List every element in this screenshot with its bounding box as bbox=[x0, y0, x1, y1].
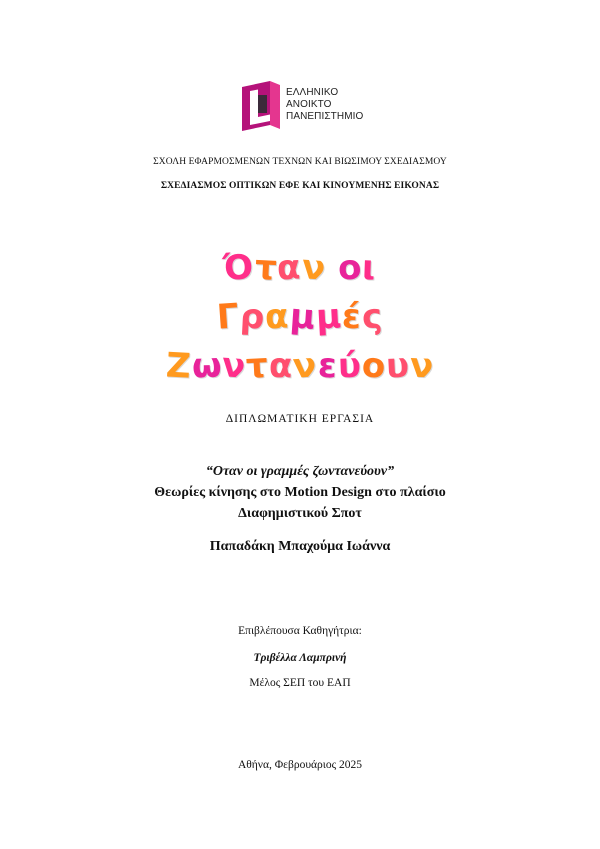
decorative-title-letter: υ bbox=[384, 345, 411, 387]
logo-line-3: ΠΑΝΕΠΙΣΤΗΜΙΟ bbox=[286, 111, 364, 122]
decorative-title-letter: ν bbox=[300, 247, 328, 289]
decorative-title-letter: ω bbox=[190, 345, 223, 387]
thesis-subtitle-line-1: Θεωρίες κίνησης στο Motion Design στο πλαίσιο bbox=[154, 485, 446, 500]
decorative-title-line-3 bbox=[0, 344, 600, 388]
decorative-title-letter: ν bbox=[220, 345, 248, 387]
decorative-title-letter: ο bbox=[360, 345, 388, 387]
program-name: ΣΧΕΔΙΑΣΜΟΣ ΟΠΤΙΚΩΝ ΕΦΕ ΚΑΙ ΚΙΝΟΥΜΕΝΗΣ ΕΙΚΟΝΑΣ bbox=[160, 181, 440, 191]
decorative-title-letter: Γ bbox=[215, 296, 242, 338]
decorative-title-letter: έ bbox=[340, 296, 363, 338]
supervisor-label: Επιβλέπουσα Καθηγήτρια: bbox=[238, 625, 362, 637]
decorative-title-letter: ν bbox=[409, 345, 435, 387]
university-logo bbox=[240, 81, 380, 133]
decorative-title-letter: ο bbox=[336, 247, 364, 289]
decorative-title-letter: ι bbox=[361, 247, 378, 289]
decorative-title-letter: ύ bbox=[336, 345, 363, 387]
decorative-title-letter: ς bbox=[360, 296, 385, 338]
logo-wordmark bbox=[286, 87, 363, 123]
decorative-title-letter: μ bbox=[288, 296, 318, 338]
decorative-title-line-2 bbox=[0, 295, 600, 339]
supervisor-role: Μέλος ΣΕΠ του ΕΑΠ bbox=[249, 677, 351, 689]
school-name: ΣΧΟΛΗ ΕΦΑΡΜΟΣΜΕΝΩΝ ΤΕΧΝΩΝ ΚΑΙ ΒΙΩΣΙΜΟΥ ΣΧΕΔΙΑΣΜΟΥ bbox=[153, 157, 447, 167]
decorative-title-letter: ε bbox=[316, 345, 339, 387]
decorative-title-letter: ν bbox=[292, 345, 319, 387]
thesis-type: ΔΙΠΛΩΜΑΤΙΚΗ ΕΡΓΑΣΙΑ bbox=[225, 413, 375, 425]
decorative-title-letter bbox=[326, 246, 338, 290]
logo-line-2: ΑΝΟΙΚΤΟ bbox=[286, 99, 332, 110]
author-name: Παπαδάκη Μπαχούμα Ιωάννα bbox=[209, 539, 391, 554]
thesis-title-quoted: “Οταν οι γραμμές ζωντανεύουν” bbox=[205, 464, 395, 479]
decorative-title-letter: μ bbox=[314, 296, 343, 338]
decorative-title-letter: τ bbox=[245, 345, 271, 387]
logo-line-1: ΕΛΛΗΝΙΚΟ bbox=[286, 87, 339, 98]
decorative-title-letter: ρ bbox=[238, 296, 267, 338]
decorative-title bbox=[0, 246, 600, 388]
decorative-title-letter: α bbox=[264, 296, 291, 338]
decorative-title-letter: α bbox=[276, 247, 303, 289]
supervisor-name: Τριβέλλα Λαμπρινή bbox=[253, 652, 347, 664]
eap-logo-icon bbox=[240, 81, 284, 133]
decorative-title-letter: α bbox=[268, 345, 295, 387]
thesis-subtitle-line-2: Διαφημιστικού Σποτ bbox=[238, 506, 362, 521]
decorative-title-letter: Ζ bbox=[164, 345, 193, 387]
decorative-title-letter: Ό bbox=[222, 246, 257, 290]
decorative-title-line-1 bbox=[0, 246, 600, 290]
place-date: Αθήνα, Φεβρουάριος 2025 bbox=[237, 759, 363, 771]
decorative-title-letter: τ bbox=[253, 247, 279, 289]
